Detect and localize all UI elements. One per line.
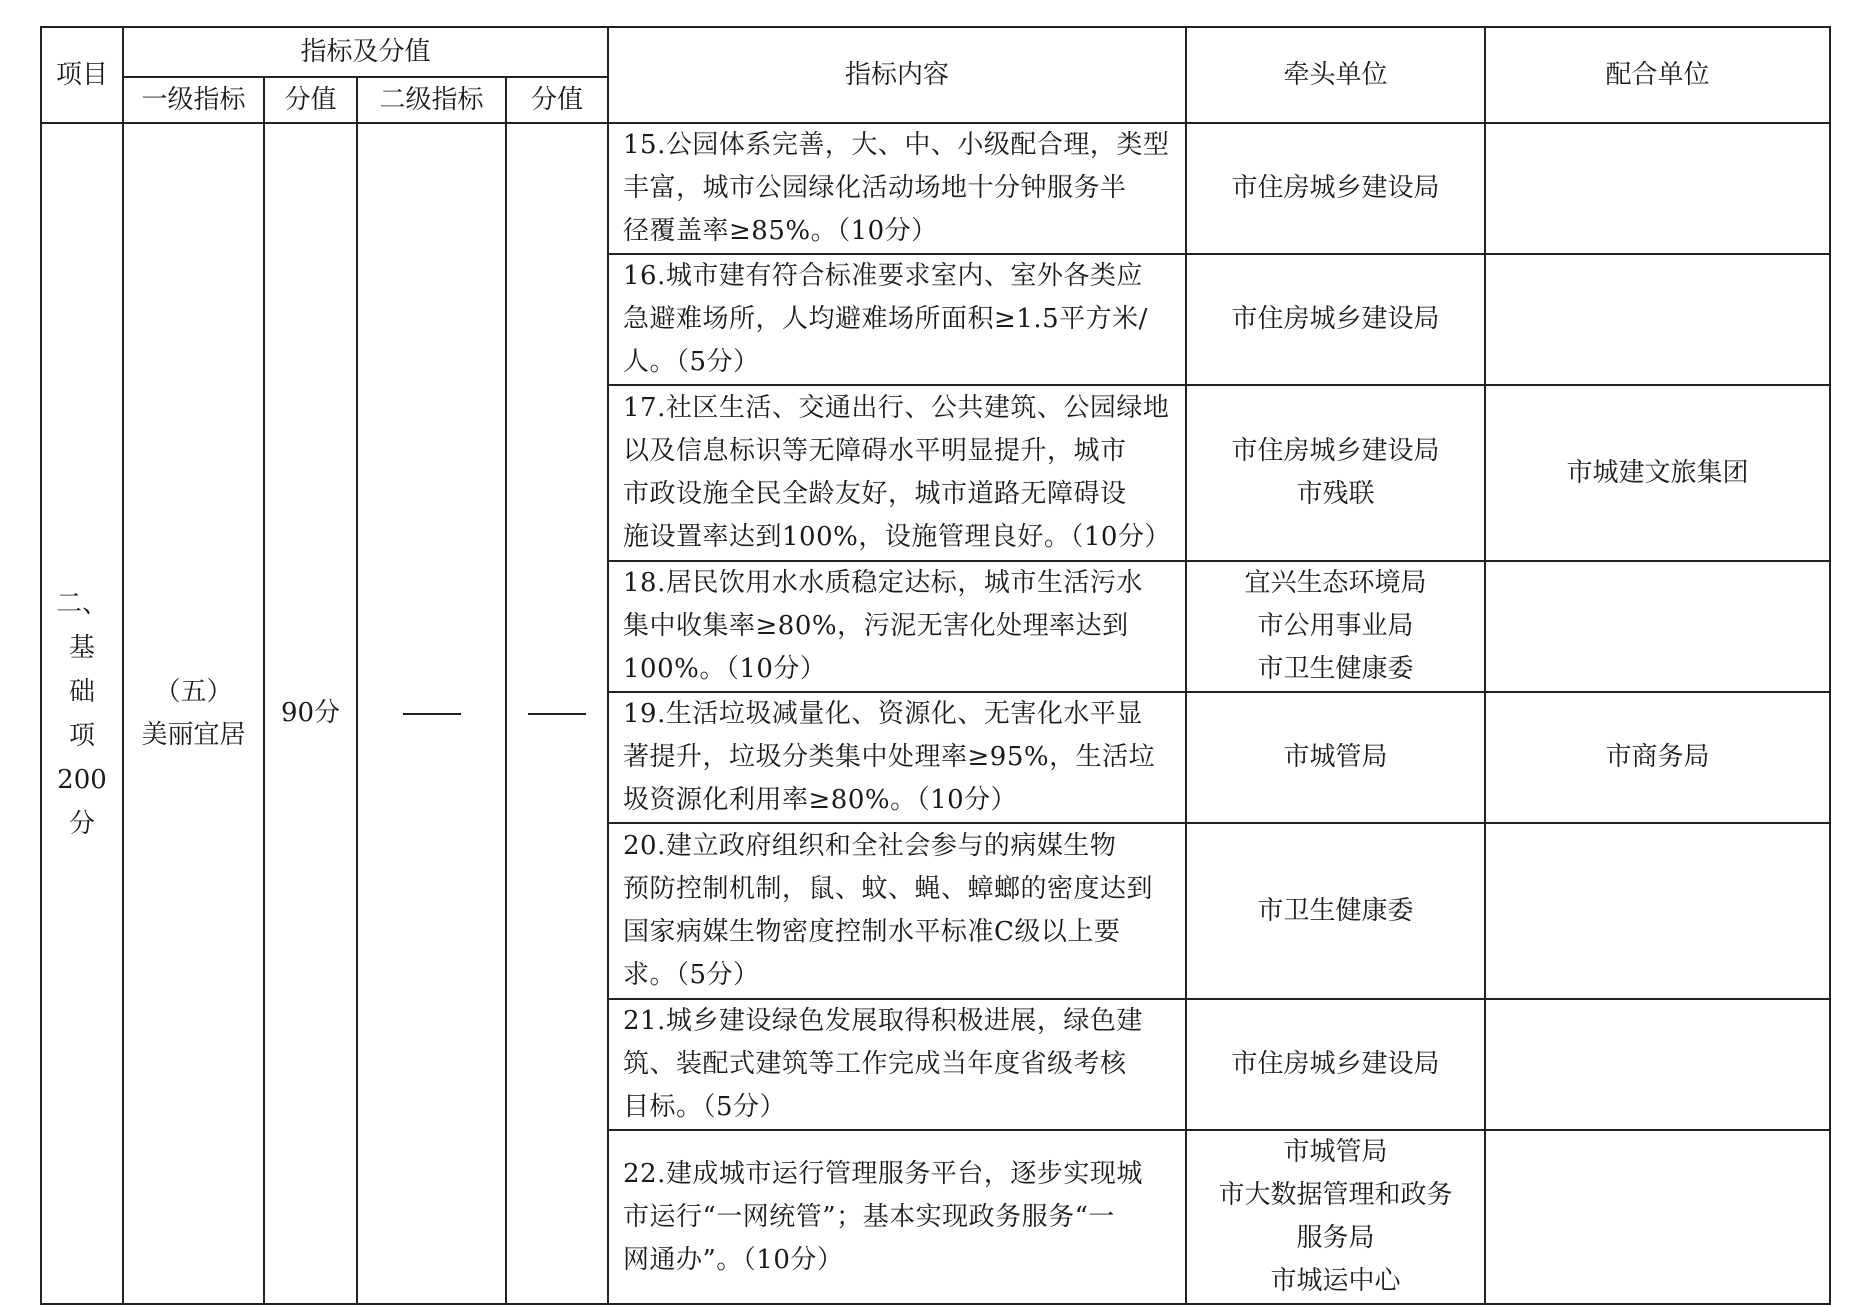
header-level2-indicator: 二级指标	[357, 77, 506, 123]
project-line: 分	[68, 808, 95, 839]
content-line: 著提升，垃圾分类集中处理率≥95%，生活垃	[623, 742, 1156, 772]
header-project: 项目	[41, 27, 123, 123]
indicator-content-cell	[608, 254, 1186, 385]
header-cooperate-unit: 配合单位	[1485, 27, 1830, 123]
content-line: 圾资源化利用率≥80%。（10分）	[623, 785, 1018, 815]
lead-unit-line: 市城管局	[1283, 742, 1388, 772]
lead-unit-line: 市卫生健康委	[1257, 654, 1414, 684]
content-line: 100%。（10分）	[623, 654, 827, 684]
cooperate-unit-cell	[1485, 123, 1830, 254]
content-line: 急避难场所，人均避难场所面积≥1.5平方米/	[623, 304, 1148, 334]
cooperate-unit-cell	[1485, 254, 1830, 385]
content-line: 国家病媒生物密度控制水平标准C级以上要	[623, 917, 1121, 947]
content-line: 目标。（5分）	[623, 1092, 787, 1122]
project-cell	[41, 123, 123, 1304]
cooperate-unit-cell	[1485, 692, 1830, 823]
table-row	[41, 123, 1830, 254]
content-line: 网通办”。（10分）	[623, 1244, 844, 1275]
indicator-table	[40, 26, 1831, 1305]
cooperate-unit-cell	[1485, 385, 1830, 561]
cooperate-unit-cell	[1485, 823, 1830, 999]
indicator-content-cell	[608, 385, 1186, 561]
cooperate-unit-cell	[1485, 561, 1830, 692]
project-line: 基	[68, 632, 95, 663]
indicator-content-cell	[608, 123, 1186, 254]
content-line: 市政设施全民全龄友好，城市道路无障碍设	[623, 479, 1127, 509]
lead-unit-line: 市公用事业局	[1257, 611, 1414, 641]
cooperate-unit-line: 市商务局	[1605, 742, 1710, 772]
content-line: 以及信息标识等无障碍水平明显提升，城市	[623, 436, 1127, 466]
lead-unit-line: 市城管局	[1283, 1137, 1388, 1167]
header-level1-score: 分值	[264, 77, 357, 123]
em-dash	[528, 713, 586, 715]
content-line: 求。（5分）	[623, 960, 760, 990]
level2-indicator-cell	[357, 123, 506, 1304]
content-line: 16.城市建有符合标准要求室内、室外各类应	[623, 261, 1143, 291]
lead-unit-cell	[1186, 999, 1485, 1130]
lead-unit-cell	[1186, 692, 1485, 823]
content-line: 20.建立政府组织和全社会参与的病媒生物	[623, 831, 1117, 861]
project-line: 200	[57, 764, 107, 795]
lead-unit-cell	[1186, 385, 1485, 561]
lead-unit-line: 服务局	[1296, 1223, 1375, 1253]
indicator-content-cell	[608, 561, 1186, 692]
project-line: 项	[68, 720, 95, 751]
content-line: 丰富，城市公园绿化活动场地十分钟服务半	[623, 173, 1127, 203]
content-line: 19.生活垃圾减量化、资源化、无害化水平显	[623, 699, 1143, 729]
em-dash	[403, 713, 461, 715]
content-line: 市运行“一网统管”；基本实现政务服务“一	[623, 1201, 1115, 1232]
lead-unit-line: 市大数据管理和政务	[1218, 1180, 1453, 1210]
content-line: 17.社区生活、交通出行、公共建筑、公园绿地	[623, 393, 1170, 423]
header-content: 指标内容	[608, 27, 1186, 123]
content-line: 15.公园体系完善，大、中、小级配合理，类型	[623, 130, 1170, 160]
level2-score-cell	[506, 123, 608, 1304]
lead-unit-line: 市卫生健康委	[1257, 895, 1414, 926]
content-line: 施设置率达到100%，设施管理良好。（10分）	[623, 522, 1171, 552]
lead-unit-line: 市城运中心	[1270, 1266, 1401, 1296]
cooperate-unit-cell	[1485, 1130, 1830, 1304]
level1-line: （五）	[154, 676, 233, 707]
project-line: 二、	[55, 588, 108, 619]
content-line: 22.建成城市运行管理服务平台，逐步实现城	[623, 1158, 1143, 1189]
content-line: 18.居民饮用水水质稳定达标，城市生活污水	[623, 568, 1143, 598]
content-line: 径覆盖率≥85%。（10分）	[623, 216, 938, 246]
lead-unit-cell	[1186, 123, 1485, 254]
cooperate-unit-cell	[1485, 999, 1830, 1130]
indicator-content-cell	[608, 823, 1186, 999]
content-line: 筑、装配式建筑等工作完成当年度省级考核	[623, 1049, 1127, 1079]
lead-unit-line: 市残联	[1296, 479, 1375, 509]
content-line: 集中收集率≥80%，污泥无害化处理率达到	[623, 611, 1129, 641]
indicator-content-cell	[608, 999, 1186, 1130]
content-line: 预防控制机制，鼠、蚊、蝇、蟑螂的密度达到	[623, 874, 1154, 904]
lead-unit-cell	[1186, 823, 1485, 999]
header-indicator-group: 指标及分值	[123, 27, 608, 77]
header-lead-unit: 牵头单位	[1186, 27, 1485, 123]
lead-unit-cell	[1186, 561, 1485, 692]
lead-unit-line: 宜兴生态环境局	[1244, 568, 1427, 598]
lead-unit-cell	[1186, 254, 1485, 385]
lead-unit-cell	[1186, 1130, 1485, 1304]
content-line: 人。（5分）	[623, 347, 760, 377]
lead-unit-line: 市住房城乡建设局	[1231, 1049, 1440, 1079]
indicator-content-cell	[608, 692, 1186, 823]
lead-unit-line: 市住房城乡建设局	[1231, 436, 1440, 466]
header-level2-score: 分值	[506, 77, 608, 123]
level1-indicator-cell	[123, 123, 264, 1304]
level1-score-cell: 90分	[264, 123, 357, 1304]
lead-unit-line: 市住房城乡建设局	[1231, 173, 1440, 203]
cooperate-unit-line: 市城建文旅集团	[1566, 457, 1749, 488]
level1-line: 美丽宜居	[141, 719, 246, 750]
lead-unit-line: 市住房城乡建设局	[1231, 304, 1440, 334]
header-level1-indicator: 一级指标	[123, 77, 264, 123]
indicator-content-cell	[608, 1130, 1186, 1304]
project-line: 础	[68, 676, 95, 707]
content-line: 21.城乡建设绿色发展取得积极进展，绿色建	[623, 1006, 1143, 1036]
